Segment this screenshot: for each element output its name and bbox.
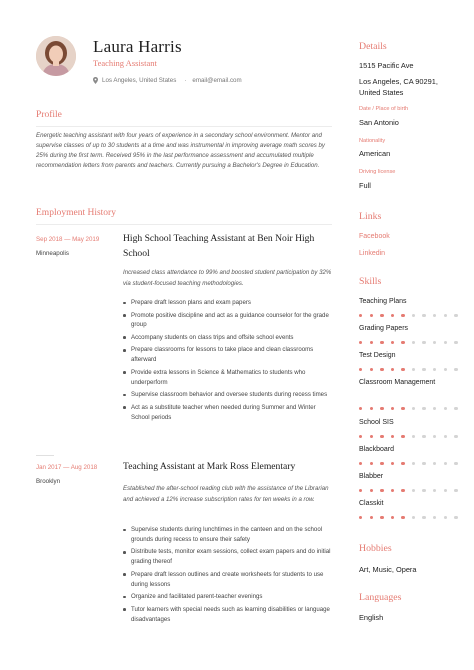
skill-rating-dot xyxy=(401,368,404,371)
job-divider xyxy=(36,455,54,456)
skill-rating-dot xyxy=(422,462,425,465)
skill-rating xyxy=(359,516,458,519)
skills-heading: Skills xyxy=(359,276,382,287)
skill-rating-dot xyxy=(401,341,404,344)
skill-rating-dot xyxy=(412,462,415,465)
job-bullet: Supervise students during lunchtimes in the canteen and on the school grounds during recess to ensure their safety xyxy=(123,525,335,545)
job-bullet: Promote positive discipline and act as a guidance counselor for the grade group xyxy=(123,311,335,331)
skill-rating-dot xyxy=(370,516,373,519)
skill-rating-dot xyxy=(454,407,457,410)
skill-rating-dot xyxy=(422,516,425,519)
skill-rating-dot xyxy=(412,407,415,410)
skill-rating-dot xyxy=(422,341,425,344)
skill-rating xyxy=(359,407,458,410)
skill-rating-dot xyxy=(433,516,436,519)
skill-rating-dot xyxy=(370,314,373,317)
skill-rating-dot xyxy=(422,489,425,492)
skill-rating-dot xyxy=(370,462,373,465)
avatar xyxy=(36,36,76,76)
skill-rating-dot xyxy=(454,314,457,317)
skill-rating-dot xyxy=(370,407,373,410)
skill-rating-dot xyxy=(401,435,404,438)
skill-rating-dot xyxy=(380,407,383,410)
skill-rating-dot xyxy=(412,314,415,317)
skill-rating-dot xyxy=(433,314,436,317)
candidate-name: Laura Harris xyxy=(93,37,182,56)
skill-rating-dot xyxy=(370,341,373,344)
job-bullet: Distribute tests, monitor exam sessions, collect exam papers and do initial grading thereof xyxy=(123,547,335,567)
skill-name: Blabber xyxy=(359,473,384,480)
skill-rating-dot xyxy=(391,368,394,371)
skill-rating-dot xyxy=(454,368,457,371)
skill-rating-dot xyxy=(391,516,394,519)
skill-rating-dot xyxy=(391,462,394,465)
candidate-title: Teaching Assistant xyxy=(93,58,157,68)
skill-rating-dot xyxy=(433,489,436,492)
nationality-value: American xyxy=(359,149,391,158)
location-text: Los Angeles, United States xyxy=(102,77,177,84)
skill-rating-dot xyxy=(433,341,436,344)
skill-name: Test Design xyxy=(359,352,396,359)
job-bullet: Tutor learners with special needs such as learning disabilities or language disadvantages xyxy=(123,605,335,625)
skill-rating-dot xyxy=(380,462,383,465)
location-pin-icon xyxy=(93,77,98,84)
skill-rating-dot xyxy=(454,341,457,344)
skill-rating-dot xyxy=(380,435,383,438)
skill-rating xyxy=(359,489,458,492)
skill-rating-dot xyxy=(422,368,425,371)
birth-label: Date / Place of birth xyxy=(359,106,409,112)
skill-rating-dot xyxy=(370,368,373,371)
skill-rating-dot xyxy=(444,489,447,492)
skill-rating-dot xyxy=(412,489,415,492)
skill-rating-dot xyxy=(454,462,457,465)
link-facebook[interactable]: Facebook xyxy=(359,233,390,240)
profile-heading: Profile xyxy=(36,110,62,120)
skill-rating-dot xyxy=(391,489,394,492)
job-title: Teaching Assistant at Mark Ross Elementary xyxy=(123,461,296,472)
skill-rating-dot xyxy=(370,435,373,438)
nationality-label: Nationality xyxy=(359,138,386,144)
language-item: English xyxy=(359,613,384,622)
skill-name: Classkit xyxy=(359,500,384,507)
skill-rating-dot xyxy=(380,314,383,317)
job-bullet: Organize and facilitated parent-teacher evenings xyxy=(123,592,335,602)
skill-rating-dot xyxy=(422,407,425,410)
contact-line xyxy=(93,77,242,84)
job-bullet: Provide extra lessons in Science & Mathematics to students who underperform xyxy=(123,368,335,388)
skill-rating-dot xyxy=(359,516,362,519)
languages-heading: Languages xyxy=(359,592,402,603)
skill-rating-dot xyxy=(454,489,457,492)
skill-rating-dot xyxy=(412,516,415,519)
skill-rating-dot xyxy=(380,341,383,344)
skill-rating-dot xyxy=(433,435,436,438)
skill-rating-dot xyxy=(401,462,404,465)
skill-rating-dot xyxy=(444,368,447,371)
employment-heading: Employment History xyxy=(36,208,116,218)
skill-name: Classroom Management xyxy=(359,379,436,386)
links-heading: Links xyxy=(359,211,382,222)
skill-rating xyxy=(359,435,458,438)
address-line-2: Los Angeles, CA 90291, United States xyxy=(359,77,438,97)
profile-rule xyxy=(36,126,332,127)
email-link[interactable]: email@email.com xyxy=(192,77,242,84)
skill-rating-dot xyxy=(401,516,404,519)
skill-rating-dot xyxy=(433,462,436,465)
skill-rating xyxy=(359,368,458,371)
job-bullet-list xyxy=(123,525,335,627)
hobbies-heading: Hobbies xyxy=(359,543,392,554)
skill-name: School SIS xyxy=(359,419,394,426)
job-city: Brooklyn xyxy=(36,478,61,485)
skill-rating-dot xyxy=(391,407,394,410)
address-line-1: 1515 Pacific Ave xyxy=(359,61,414,70)
skill-rating-dot xyxy=(444,314,447,317)
skill-rating-dot xyxy=(391,314,394,317)
skill-rating-dot xyxy=(359,489,362,492)
skill-rating-dot xyxy=(380,489,383,492)
job-bullet-list xyxy=(123,298,335,425)
skill-rating-dot xyxy=(444,407,447,410)
skill-rating-dot xyxy=(391,435,394,438)
skill-rating-dot xyxy=(412,435,415,438)
skill-name: Blackboard xyxy=(359,446,395,453)
job-dates: Jan 2017 — Aug 2018 xyxy=(36,464,98,471)
job-summary: Established the after-school reading club with the assistance of the Librarian and achieved a 12% increase subscription rates for ten weeks in a row. xyxy=(123,485,329,503)
contact-separator: · xyxy=(184,77,187,84)
job-bullet: Accompany students on class trips and offsite school events xyxy=(123,333,335,343)
skill-rating-dot xyxy=(359,407,362,410)
details-heading: Details xyxy=(359,41,387,52)
job-bullet: Prepare draft lesson outlines and create worksheets for students to use during lessons xyxy=(123,570,335,590)
job-city: Minneapolis xyxy=(36,250,70,257)
skill-rating-dot xyxy=(359,341,362,344)
skill-rating-dot xyxy=(433,368,436,371)
skill-rating-dot xyxy=(359,368,362,371)
skill-rating-dot xyxy=(422,435,425,438)
skill-name: Grading Papers xyxy=(359,325,409,332)
skill-rating-dot xyxy=(422,314,425,317)
job-bullet: Prepare draft lesson plans and exam papers xyxy=(123,298,335,308)
skill-rating-dot xyxy=(454,435,457,438)
job-title: High School Teaching Assistant at Ben Noir High School xyxy=(123,233,315,259)
skill-rating-dot xyxy=(454,516,457,519)
skill-rating-dot xyxy=(380,516,383,519)
avatar-photo xyxy=(36,36,76,76)
skill-rating-dot xyxy=(444,516,447,519)
skill-rating-dot xyxy=(401,407,404,410)
skill-rating-dot xyxy=(359,435,362,438)
skill-name: Teaching Plans xyxy=(359,298,407,305)
license-label: Driving license xyxy=(359,169,396,175)
skill-rating xyxy=(359,462,458,465)
employment-rule xyxy=(36,224,332,225)
job-bullet: Prepare classrooms for lessons to take place and clean classrooms afterward xyxy=(123,345,335,365)
job-summary: Increased class attendance to 99% and boosted student participation by 32% via student-focused teaching methodologies. xyxy=(123,269,332,287)
skill-rating-dot xyxy=(380,368,383,371)
job-bullet: Supervise classroom behavior and oversee students during recess times xyxy=(123,390,335,400)
skill-rating-dot xyxy=(412,368,415,371)
link-linkedin[interactable]: Linkedin xyxy=(359,250,386,257)
birth-value: San Antonio xyxy=(359,118,399,127)
profile-text: Energetic teaching assistant with four years of experience in a secondary school environment. Mentor and supervise classes of up to 30 students at a time and was instrumental in improving average math scores by 25% during the first term. Received 95% in the last performance assessment and accumulated multiple recommendation letters from parents and teachers. Currently pursuing a Bachelor's Degree in Education. xyxy=(36,132,325,170)
skill-rating xyxy=(359,341,458,344)
hobbies-text: Art, Music, Opera xyxy=(359,565,417,574)
skill-rating-dot xyxy=(412,341,415,344)
skill-rating-dot xyxy=(444,435,447,438)
skill-rating xyxy=(359,314,458,317)
skill-rating-dot xyxy=(444,462,447,465)
skill-rating-dot xyxy=(391,341,394,344)
skill-rating-dot xyxy=(401,314,404,317)
job-dates: Sep 2018 — May 2019 xyxy=(36,236,100,243)
skill-rating-dot xyxy=(359,462,362,465)
skill-rating-dot xyxy=(401,489,404,492)
skill-rating-dot xyxy=(444,341,447,344)
license-value: Full xyxy=(359,181,371,190)
skill-rating-dot xyxy=(370,489,373,492)
skill-rating-dot xyxy=(359,314,362,317)
job-bullet: Act as a substitute teacher when needed during Summer and Winter School periods xyxy=(123,403,335,423)
skill-rating-dot xyxy=(433,407,436,410)
